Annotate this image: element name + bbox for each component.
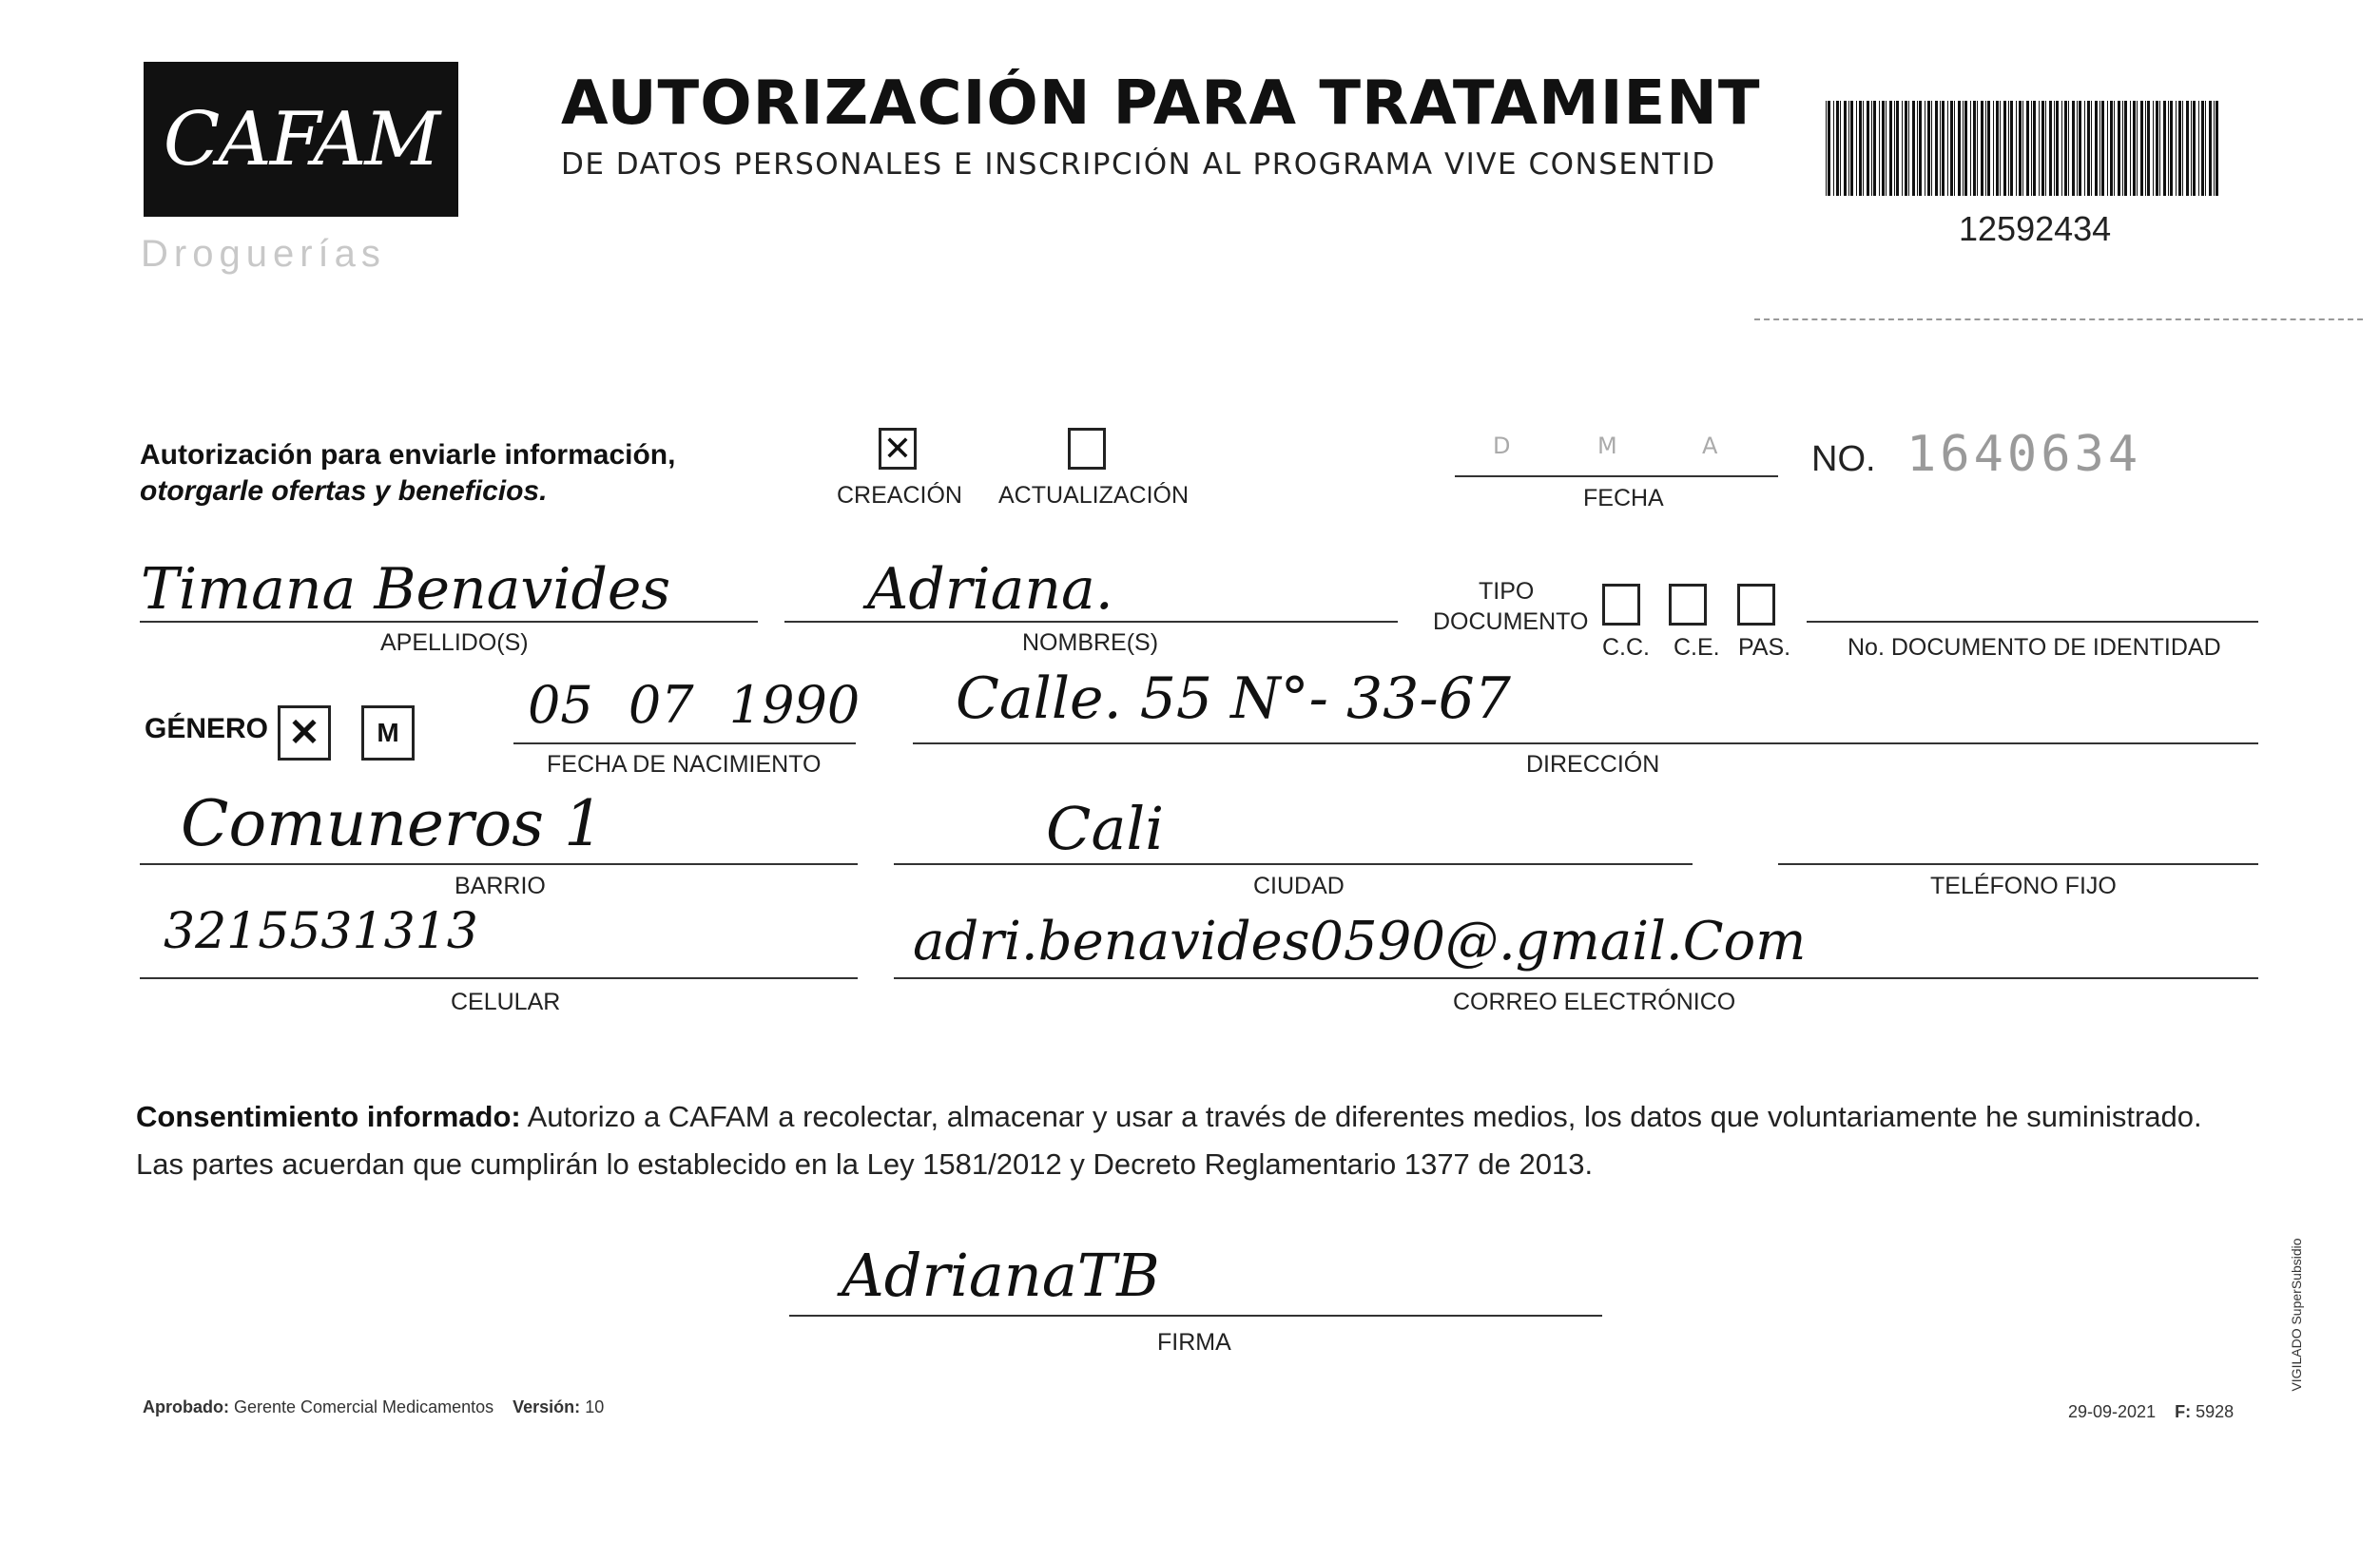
telefono-label: TELÉFONO FIJO xyxy=(1930,873,2117,899)
barcode-bar xyxy=(1873,101,1876,196)
barcode-bar xyxy=(2147,101,2150,196)
logo-subtitle: Droguerías xyxy=(141,233,386,275)
barcode-bar xyxy=(2061,101,2062,196)
barcode-bar xyxy=(1963,101,1964,196)
barrio-value: Comuneros 1 xyxy=(181,787,605,860)
barcode-bar xyxy=(2137,101,2138,196)
barcode-bar xyxy=(1931,101,1932,196)
ciudad-label: CIUDAD xyxy=(1253,873,1345,899)
barcode-bar xyxy=(2214,101,2215,196)
numero-value: 1640634 xyxy=(1906,426,2142,483)
barcode-bar xyxy=(2095,101,2098,196)
footer-f-value: 5928 xyxy=(2196,1402,2235,1421)
barcode-bar xyxy=(2209,101,2212,196)
barcode-bar xyxy=(1970,101,1971,196)
logo-text: CAFAM xyxy=(163,96,439,183)
fecha-label: FECHA xyxy=(1583,485,1664,511)
barcode-bar xyxy=(2216,101,2218,196)
barcode-bar xyxy=(1886,101,1887,196)
barcode-number: 12592434 xyxy=(1959,209,2112,248)
barcode-bar xyxy=(1950,101,1953,196)
consent-bold: Consentimiento informado: xyxy=(136,1100,521,1133)
consent-paragraph xyxy=(136,1093,2256,1188)
cc-checkbox[interactable] xyxy=(1602,584,1640,626)
barcode-bar xyxy=(1996,101,1999,196)
tipo-documento-label-top: TIPO xyxy=(1479,578,1535,605)
barcode-bar xyxy=(2205,101,2206,196)
aprobado-value: Gerente Comercial Medicamentos xyxy=(234,1397,494,1416)
barcode-bar xyxy=(1973,101,1976,196)
barcode-bar xyxy=(2201,101,2204,196)
barcode-bar xyxy=(1987,101,1990,196)
barcode-bar xyxy=(1896,101,1899,196)
barcode-bar xyxy=(1867,101,1869,196)
firma-signature: AdrianaTB xyxy=(842,1241,1160,1310)
documento-field[interactable] xyxy=(1807,570,2258,623)
vigilado-stamp xyxy=(2282,1217,2311,1426)
barcode-bar xyxy=(2114,101,2115,196)
fecha-day-hint: D xyxy=(1493,433,1511,459)
barcode-bar xyxy=(2079,101,2081,196)
barcode-bar xyxy=(1882,101,1885,196)
barcode-bar xyxy=(2156,101,2158,196)
barcode-bar xyxy=(2163,101,2166,196)
barcode-bar xyxy=(1863,101,1864,196)
barcode-bar xyxy=(2153,101,2154,196)
barcode-bar xyxy=(2124,101,2127,196)
barcode-bar xyxy=(2182,101,2183,196)
correo-label: CORREO ELECTRÓNICO xyxy=(1453,989,1736,1015)
barcode-bar xyxy=(2041,101,2044,196)
creacion-checkbox[interactable] xyxy=(879,428,917,470)
barcode-bar xyxy=(2010,101,2013,196)
barcode-bar xyxy=(2068,101,2069,196)
barcode-bar xyxy=(1912,101,1915,196)
barcode-bar xyxy=(2022,101,2023,196)
check-mark-icon: ✕ xyxy=(882,429,913,469)
form-subtitle: DE DATOS PERSONALES E INSCRIPCIÓN AL PROGRAMA VIVE CONSENTID xyxy=(561,147,1716,182)
fecha-nacimiento-label: FECHA DE NACIMIENTO xyxy=(547,751,822,778)
barcode-bar xyxy=(2130,101,2131,196)
footer-date: 29-09-2021 xyxy=(2068,1402,2157,1421)
barcode-bar xyxy=(1940,101,1941,196)
barcode-bar xyxy=(1935,101,1938,196)
barcode-bar xyxy=(1850,101,1853,196)
barcode-bar xyxy=(1844,101,1847,196)
barcode-bar xyxy=(2019,101,2022,196)
check-mark-icon: ✕ xyxy=(288,712,320,754)
barcode-bar xyxy=(1894,101,1895,196)
cafam-logo xyxy=(144,62,458,217)
barcode-bar xyxy=(2170,101,2173,196)
barcode-bar xyxy=(1977,101,1978,196)
barcode-bar xyxy=(1848,101,1849,196)
consent-text: Autorizo a CAFAM a recolectar, almacenar y usar a través de diferentes medios, los datos que voluntariamente he suministrado. Las partes acuerdan que cumplirán lo establecido en la Ley 1581/2012 y Decreto Reglamentario 1377 de 2013. xyxy=(136,1100,2202,1181)
direccion-label: DIRECCIÓN xyxy=(1526,751,1660,778)
barcode-bar xyxy=(2198,101,2199,196)
ce-checkbox[interactable] xyxy=(1669,584,1707,626)
barcode-bar xyxy=(2145,101,2146,196)
telefono-field[interactable] xyxy=(1778,813,2258,865)
barcode-bar xyxy=(2003,101,2006,196)
apellidos-value: Timana Benavides xyxy=(141,556,671,623)
genero-m-label: M xyxy=(377,718,399,747)
barcode-bar xyxy=(2084,101,2085,196)
barcode-bar xyxy=(2045,101,2046,196)
barcode-bar xyxy=(1879,101,1880,196)
barcode-bar xyxy=(2193,101,2196,196)
barcode-bar xyxy=(2091,101,2092,196)
firma-label: FIRMA xyxy=(1157,1329,1231,1356)
barcode-bar xyxy=(1919,101,1922,196)
barcode-bar xyxy=(2118,101,2120,196)
barcode-bar xyxy=(2133,101,2136,196)
barcode-bar xyxy=(2178,101,2181,196)
barcode-bar xyxy=(1985,101,1986,196)
barcode-bar xyxy=(1993,101,1994,196)
pas-checkbox[interactable] xyxy=(1737,584,1775,626)
barcode-bar xyxy=(1840,101,1841,196)
barcode-bar xyxy=(1947,101,1948,196)
barcode-bar xyxy=(1905,101,1907,196)
pas-label: PAS. xyxy=(1738,634,1791,661)
actualizacion-label: ACTUALIZACIÓN xyxy=(998,482,1190,509)
nombres-value: Adriana. xyxy=(867,556,1113,623)
fecha-nacimiento-value: 05 07 1990 xyxy=(528,675,861,735)
ciudad-field[interactable] xyxy=(894,813,1693,865)
barcode-bar xyxy=(2064,101,2067,196)
barcode xyxy=(1826,101,2220,196)
barcode-bar xyxy=(1871,101,1872,196)
barcode-bar xyxy=(2049,101,2052,196)
barcode-bar xyxy=(2110,101,2113,196)
documento-label: No. DOCUMENTO DE IDENTIDAD xyxy=(1848,634,2221,661)
barcode-bar xyxy=(2087,101,2090,196)
dashed-divider xyxy=(1754,318,2363,320)
apellidos-label: APELLIDO(S) xyxy=(380,629,529,656)
barcode-bar xyxy=(2101,101,2104,196)
barcode-bar xyxy=(1856,101,1857,196)
vigilado-text: VIGILADO SuperSubsidio xyxy=(2289,1238,2304,1392)
genero-label: GÉNERO xyxy=(145,713,269,744)
celular-label: CELULAR xyxy=(451,989,561,1015)
barcode-bar xyxy=(2056,101,2059,196)
barcode-bar xyxy=(1954,101,1955,196)
actualizacion-checkbox[interactable] xyxy=(1068,428,1106,470)
barcode-bar xyxy=(1859,101,1862,196)
barcode-bar xyxy=(2077,101,2078,196)
barcode-bar xyxy=(2168,101,2169,196)
barcode-bar xyxy=(1958,101,1961,196)
version-value: 10 xyxy=(585,1397,605,1416)
barcode-bar xyxy=(2099,101,2100,196)
barcode-bar xyxy=(2000,101,2001,196)
barcode-bar xyxy=(2039,101,2040,196)
barcode-bar xyxy=(2191,101,2192,196)
barcode-bar xyxy=(2186,101,2189,196)
footer-f-label: F: xyxy=(2175,1402,2192,1421)
barcode-bar xyxy=(1826,101,1827,196)
barcode-bar xyxy=(1833,101,1834,196)
direccion-value: Calle. 55 N°- 33-67 xyxy=(956,665,1511,732)
form-title: AUTORIZACIÓN PARA TRATAMIENT xyxy=(561,68,1761,139)
ce-label: C.E. xyxy=(1674,634,1720,661)
cc-label: C.C. xyxy=(1602,634,1650,661)
footer-code xyxy=(2068,1402,2234,1422)
authorization-line1: Autorización para enviarle información, xyxy=(140,439,676,471)
barcode-bar xyxy=(2031,101,2032,196)
barcode-bar xyxy=(2072,101,2075,196)
fecha-month-hint: M xyxy=(1597,433,1617,459)
barcode-bar xyxy=(1836,101,1839,196)
version-label: Versión: xyxy=(513,1397,581,1416)
barcode-bar xyxy=(2054,101,2055,196)
barcode-bar xyxy=(2122,101,2123,196)
barrio-label: BARRIO xyxy=(455,873,546,899)
barcode-bar xyxy=(2176,101,2177,196)
genero-f-checkbox[interactable] xyxy=(278,705,331,761)
barcode-bar xyxy=(1964,101,1967,196)
numero-label: NO. xyxy=(1811,439,1876,479)
aprobado-label: Aprobado: xyxy=(143,1397,229,1416)
barcode-bar xyxy=(1942,101,1945,196)
celular-value: 3215531313 xyxy=(164,903,478,960)
barcode-bar xyxy=(2016,101,2017,196)
barcode-bar xyxy=(1917,101,1918,196)
nombres-label: NOMBRE(S) xyxy=(1022,629,1159,656)
barcode-bar xyxy=(2033,101,2036,196)
barcode-bar xyxy=(2026,101,2029,196)
barcode-bar xyxy=(1828,101,1830,196)
barcode-bar xyxy=(1908,101,1909,196)
barcode-bar xyxy=(2159,101,2160,196)
authorization-line2: otorgarle ofertas y beneficios. xyxy=(140,475,548,507)
genero-m-checkbox[interactable] xyxy=(361,705,415,761)
barcode-bar xyxy=(2140,101,2143,196)
correo-value: adri.benavides0590@.gmail.Com xyxy=(913,911,1807,973)
barcode-bar xyxy=(1889,101,1892,196)
footer-aprobado xyxy=(143,1397,604,1417)
barcode-bar xyxy=(1902,101,1903,196)
ciudad-value: Cali xyxy=(1046,794,1165,863)
barcode-bar xyxy=(2107,101,2108,196)
barcode-bar xyxy=(1981,101,1983,196)
creacion-label: CREACIÓN xyxy=(837,482,962,509)
barcode-bar xyxy=(2008,101,2009,196)
fecha-year-hint: A xyxy=(1702,433,1718,459)
tipo-documento-label-bottom: DOCUMENTO xyxy=(1433,608,1589,635)
barcode-bar xyxy=(1927,101,1930,196)
